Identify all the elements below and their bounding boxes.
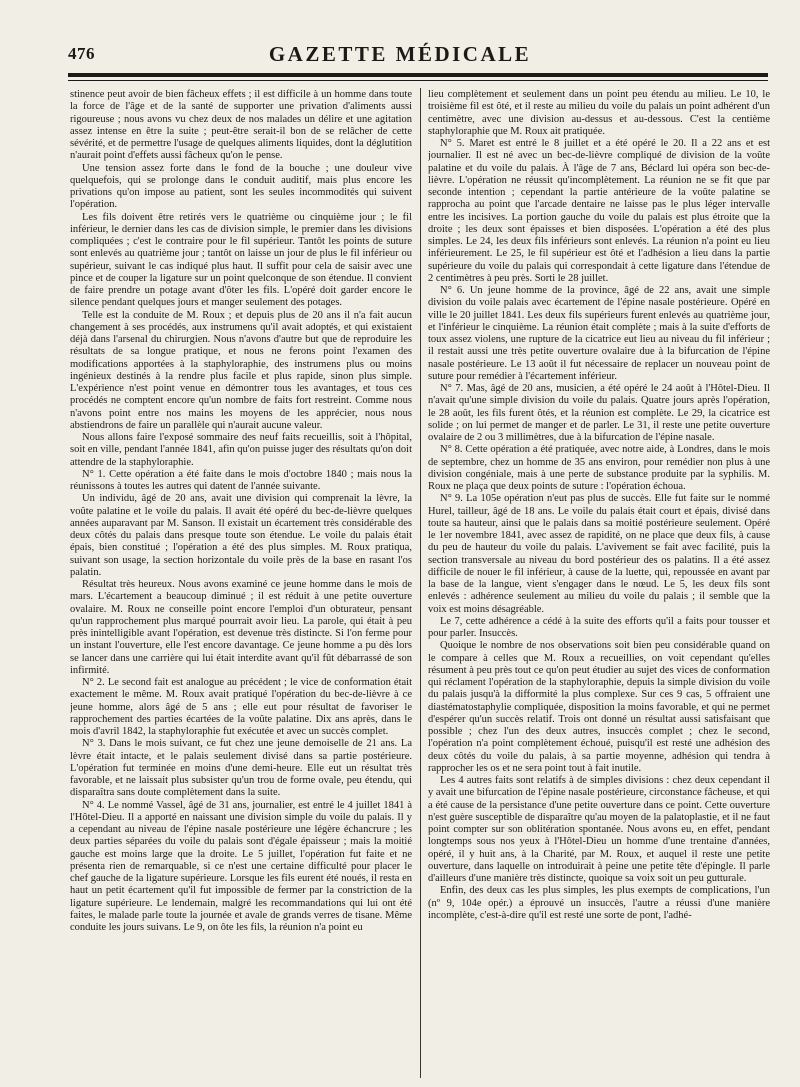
paragraph: stinence peut avoir de bien fâcheux effets ; il est difficile à un homme dans toute la force de l'âge et de la santé de supporter une privation d'aliments aussi rigoureuse ; nous avons vu chez deux de nos malades un délire et une agitation assez intense en être la suite ; peut-être serait-il bon de se relâcher de cette sévérité, et de permettre l'usage de quelques aliments liquides, dont la déglutition n'aurait point d'effets aussi fâcheux qu'on le pense. — [70, 89, 412, 162]
paragraph: Une tension assez forte dans le fond de la bouche ; une douleur vive quelquefois, qui se prolonge dans le conduit auditif, mais plus encore les privations qu'on impose au patient, sont les seules incommodités qui suivent l'opération. — [70, 162, 412, 211]
case-paragraph-3: N° 3. Dans le mois suivant, ce fut chez une jeune demoiselle de 21 ans. La lèvre était intacte, et le palais seulement divisé dans sa partie postérieure. L'opération fut terminée en moins d'une demi-heure. Elle eut un résultat très favorable, et ne laissait plus subsister qu'un trou de forme ovale, peu étendu, qui disparaîtra sans doute complètement dans la suite. — [70, 738, 412, 799]
paragraph: Telle est la conduite de M. Roux ; et depuis plus de 20 ans il n'a fait aucun changement à ses procédés, aux instrumens qu'il avait adoptés, et qui existaient déjà dans l'arsenal du chirurgien. Nous n'avons d'autre but que de reproduire les résultats de sa longue pratique, et nous ne ferons point l'examen des modifications apportées à la staphyloraphie, des instrumens plus ou moins ingénieux destinés à la rendre plus facile et plus rapide, sinon plus simple. L'expérience n'est point venue en démontrer tous les avantages, et tous ces procédés ne comptent encore qu'un nombre de faits fort restreint. Comme nous n'avons point entre nos mains les moyens de les apprécier, nous nous abstiendrons de faire un parallèle qui n'aurait aucune valeur. — [70, 309, 412, 431]
case-paragraph-5: N° 5. Maret est entré le 8 juillet et a été opéré le 20. Il a 22 ans et est journalier. Il est né avec un bec-de-lièvre compliqué de division de la voûte palatine et du voile du palais. À l'âge de 7 ans, Béclard lui opéra son bec-de-lièvre. L'opération ne réussit qu'incomplètement. La réunion ne se fit que par seconde intention ; cependant la partie antérieure de la voûte palatine se rapprocha au point que l'arcade dentaire ne laisse pas le plus léger intervalle entre les incisives. La portion gauche du voile du palais est plus étroite que la droite ; les deux sont épaisses et bien disposées. L'opération a été des plus simples. Le 24, les deux fils inférieurs sont enlevés. La réunion n'a point eu lieu inférieurement. Le 25, le fil supérieur est ôté et l'adhésion a lieu dans la partie supérieure du voile du palais qui correspondait à cette ligature dans l'étendue de 2 centimètres à peu près. Sorti le 28 juillet. — [428, 138, 770, 284]
right-column — [428, 89, 770, 1079]
case-paragraph-8: N° 8. Cette opération a été pratiquée, avec notre aide, à Londres, dans le mois de septembre, chez un homme de 35 ans environ, pour remédier non plus à une division congéniale, mais à une perte de substance produite par la syphilis. M. Roux ne plaça que deux points de suture : l'opération échoua. — [428, 444, 770, 492]
header-rule-thin — [68, 80, 768, 81]
paragraph: Nous allons faire l'exposé sommaire des neuf faits recueillis, soit à l'hôpital, soit en ville, pendant l'année 1841, afin qu'on puisse juger des résultats qu'on doit attendre de la staphyloraphie. — [70, 432, 412, 468]
case-paragraph-2: N° 2. Le second fait est analogue au précédent ; le vice de conformation était exactement le même. M. Roux avait pratiqué l'opération du bec-de-lièvre à ce jeune homme, alors âgé de 5 ans ; elle eut pour résultat de favoriser le rapprochement des parties écartées de la voûte palatine. Dix ans après, dans le mois d'avril 1842, la staphyloraphie fut exécutée et avec un succès complet. — [70, 677, 412, 737]
case-paragraph-9: N° 9. La 105e opération n'eut pas plus de succès. Elle fut faite sur le nommé Hurel, tailleur, âgé de 18 ans. Le voile du palais était court et épais, divisé dans toute sa hauteur, ainsi que le palais dans sa moitié postérieure seulement. Opéré le 1er novembre 1841, avec assez de rapidité, on ne place que deux fils, à cause du peu de hauteur du voile du palais. L'avivement se fait avec facilité, puis la section transversale au niveau du bord postérieur des os palatins. Il a été assez difficile de nouer le fil inférieur, à cause de la luette, qui, repoussée en avant par la base de la langue, vient s'engager dans le nœud. Le 5, les deux fils sont enlevés : adhérence seulement au milieu du voile du palais ; il semble que la voix est moins désagréable. — [428, 493, 770, 615]
paragraph: Enfin, des deux cas les plus simples, les plus exempts de complications, l'un (nº 9, 104e opér.) a éprouvé un insuccès, l'autre a réussi d'une manière incomplète, c'est-à-dire qu'il est resté une sorte de pont, l'adhé- — [428, 885, 770, 921]
paragraph: Le 7, cette adhérence a cédé à la suite des efforts qu'il a faits pour tousser et pour parler. Insuccès. — [428, 615, 770, 639]
case-paragraph-7: N° 7. Mas, âgé de 20 ans, musicien, a été opéré le 24 août à l'Hôtel-Dieu. Il n'avait qu'une simple division du voile du palais. Quatre jours après l'opération, le 28 août, les fils furent ôtés, et la réunion est complète. Le 29, la cicatrice est solide ; on lui permet de manger et de parler. Le 31, il reste une petite ouverture ovalaire de 2 ou 3 millimètres, due à la bifurcation de l'épine nasale. — [428, 383, 770, 443]
case-paragraph-1: N° 1. Cette opération a été faite dans le mois d'octobre 1840 ; mais nous la réunissons à toutes les autres qui datent de l'année suivante. — [70, 468, 412, 492]
case-paragraph-6: N° 6. Un jeune homme de la province, âgé de 22 ans, avait une simple division du voile palais avec écartement de l'épine nasale postérieure. Opéré en ville le 20 juillet 1841. Les deux fils supérieurs furent enlevés au quatrième jour, et l'inférieur le cinquième. La réunion était complète ; mais à la suite d'efforts de toux assez violens, une rupture de la cicatrice eut lieu au niveau du fil inférieur ; il restait aussi une très petite ouverture ovalaire due à la bifurcation de l'épine nasale postérieure. Le 13 août il fut nécessaire de replacer un nouveau point de suture pour remédier à l'écartement inférieur. — [428, 285, 770, 382]
header-rule-thick — [68, 73, 768, 77]
paragraph: Les fils doivent être retirés vers le quatrième ou cinquième jour ; le fil inférieur, le dernier dans les cas de division simple, le premier dans les divisions compliquées ; c'est le contraire pour le fil supérieur. Tantôt les points de suture sont enlevés au quatrième jour ; tantôt on laisse un jour de plus le fil inférieur ou supérieur, suivant le cas indiqué plus haut. Il suffit pour cela de saisir avec une pince et de couper la ligature sur un point quelconque de son étendue. Il convient de faire prendre un potage avant d'ôter les fils. L'opéré doit garder encore le silence pendant quelques jours et manger seulement des potages. — [70, 211, 412, 309]
column-divider — [420, 88, 421, 1078]
paragraph: Les 4 autres faits sont relatifs à de simples divisions : chez deux cependant il y avait une bifurcation de l'épine nasale postérieure, circonstance fâcheuse, et qui a été cause de la persistance d'une petite ouverture dans ce point. Cette ouverture n'est guère susceptible de disparaître qu'au moyen de la palatoplastie, et il ne faut point compter sur son oblitération spontanée. Nous avons eu, en effet, pendant longtemps sous nos yeux à l'Hôtel-Dieu un homme d'une trentaine d'années, opéré, il y huit ans, à la Charité, par M. Roux, et auquel il reste une petite ouverture, dans laquelle on introduirait à peine une petite tête d'épingle. Il parle d'ailleurs d'une manière très distincte, quoique sa voix soit un peu gutturale. — [428, 775, 770, 884]
page-number: 476 — [68, 44, 95, 63]
masthead-title: GAZETTE MÉDICALE — [268, 42, 532, 66]
paragraph: Résultat très heureux. Nous avons examiné ce jeune homme dans le mois de mars. L'écartement a beaucoup diminué ; il est réduit à une petite ouverture ovalaire. M. Roux ne conseille point encore l'emploi d'un obturateur, pensant qu'un rapprochement plus marqué pourrait avoir lieu. La parole, qui était à peu près inintelligible avant l'opération, est devenue très distincte. Si l'on ferme pour un instant l'ouverture, elle l'est encore davantage. Ce jeune homme a pu dès lors se lancer dans une carrière qui lui était interdite avant qu'il fût débarrassé de son infirmité. — [70, 579, 412, 676]
paragraph: Un individu, âgé de 20 ans, avait une division qui comprenait la lèvre, la voûte palatine et le voile du palais. Il avait été opéré du bec-de-lièvre quelques années auparavant par M. Sanson. Il existait un écartement très considérable des deux côtés du palais dans presque toute son étendue. Le voile du palais était épais, bien constitué ; l'opération a été des plus simples. M. Roux pratiqua, suivant son usage, la section horizontale du voile près de la base en rasant l'os palatin. — [70, 493, 412, 578]
case-paragraph-4: N° 4. Le nommé Vassel, âgé de 31 ans, journalier, est entré le 4 juillet 1841 à l'Hôtel-Dieu. Il a apporté en naissant une division simple du voile du palais. Il y a cependant au niveau de l'épine nasale postérieure une légère échancrure ; les deux parties séparées du voile du palais sont d'égale épaisseur ; mais la moitié gauche est moins large que la droite. Le 5 juillet, l'opération fut faite et ne présenta rien de remarquable, si ce n'est une certaine difficulté pour placer le chef gauche de la ligature supérieure. Lorsque les fils eurent été noués, il resta en haut un petit écartement qu'il fut impossible de fermer par la constriction de la ligature supérieure. Le lendemain, malgré les recommandations qui lui ont été faites, le malade parle toute la journée et avale de grands verres de tisane. Même conduite les jours suivans. Le 9, on ôte les fils, la réunion n'a point eu — [70, 799, 412, 933]
paragraph: Quoique le nombre de nos observations soit bien peu considérable quand on le compare à celles que M. Roux a recueillies, on voit cependant qu'elles résument à peu près tout ce qu'on peut étudier au sujet des vices de conformation qui réclament l'opération de la staphyloraphie, depuis la simple division du voile du palais jusqu'à la difformité la plus complexe. Sur ces 9 cas, 5 offraient une diastématostaphylie compliquée, disposition la moins favorable, et qui ne permet d'espérer qu'un succès relatif. Trois ont donné un résultat aussi satisfaisant que possible ; chez l'un des deux autres, insuccès complet ; chez le second, l'opération n'a point complètement échoué, puisqu'il est resté une adhésion des deux côtés du voile du palais, à sa partie moyenne, adhésion qui tendra à rapprocher les os et ne sera point tout à fait inutile. — [428, 640, 770, 774]
left-column — [70, 89, 412, 1079]
paragraph: lieu complètement et seulement dans un point peu étendu au milieu. Le 10, le troisième fil est ôté, et il reste au milieu du voile du palais un point adhérent d'un centimètre, avec une division au-dessus et au-dessous. C'est la centième staphyloraphie que M. Roux ait pratiquée. — [428, 89, 770, 137]
